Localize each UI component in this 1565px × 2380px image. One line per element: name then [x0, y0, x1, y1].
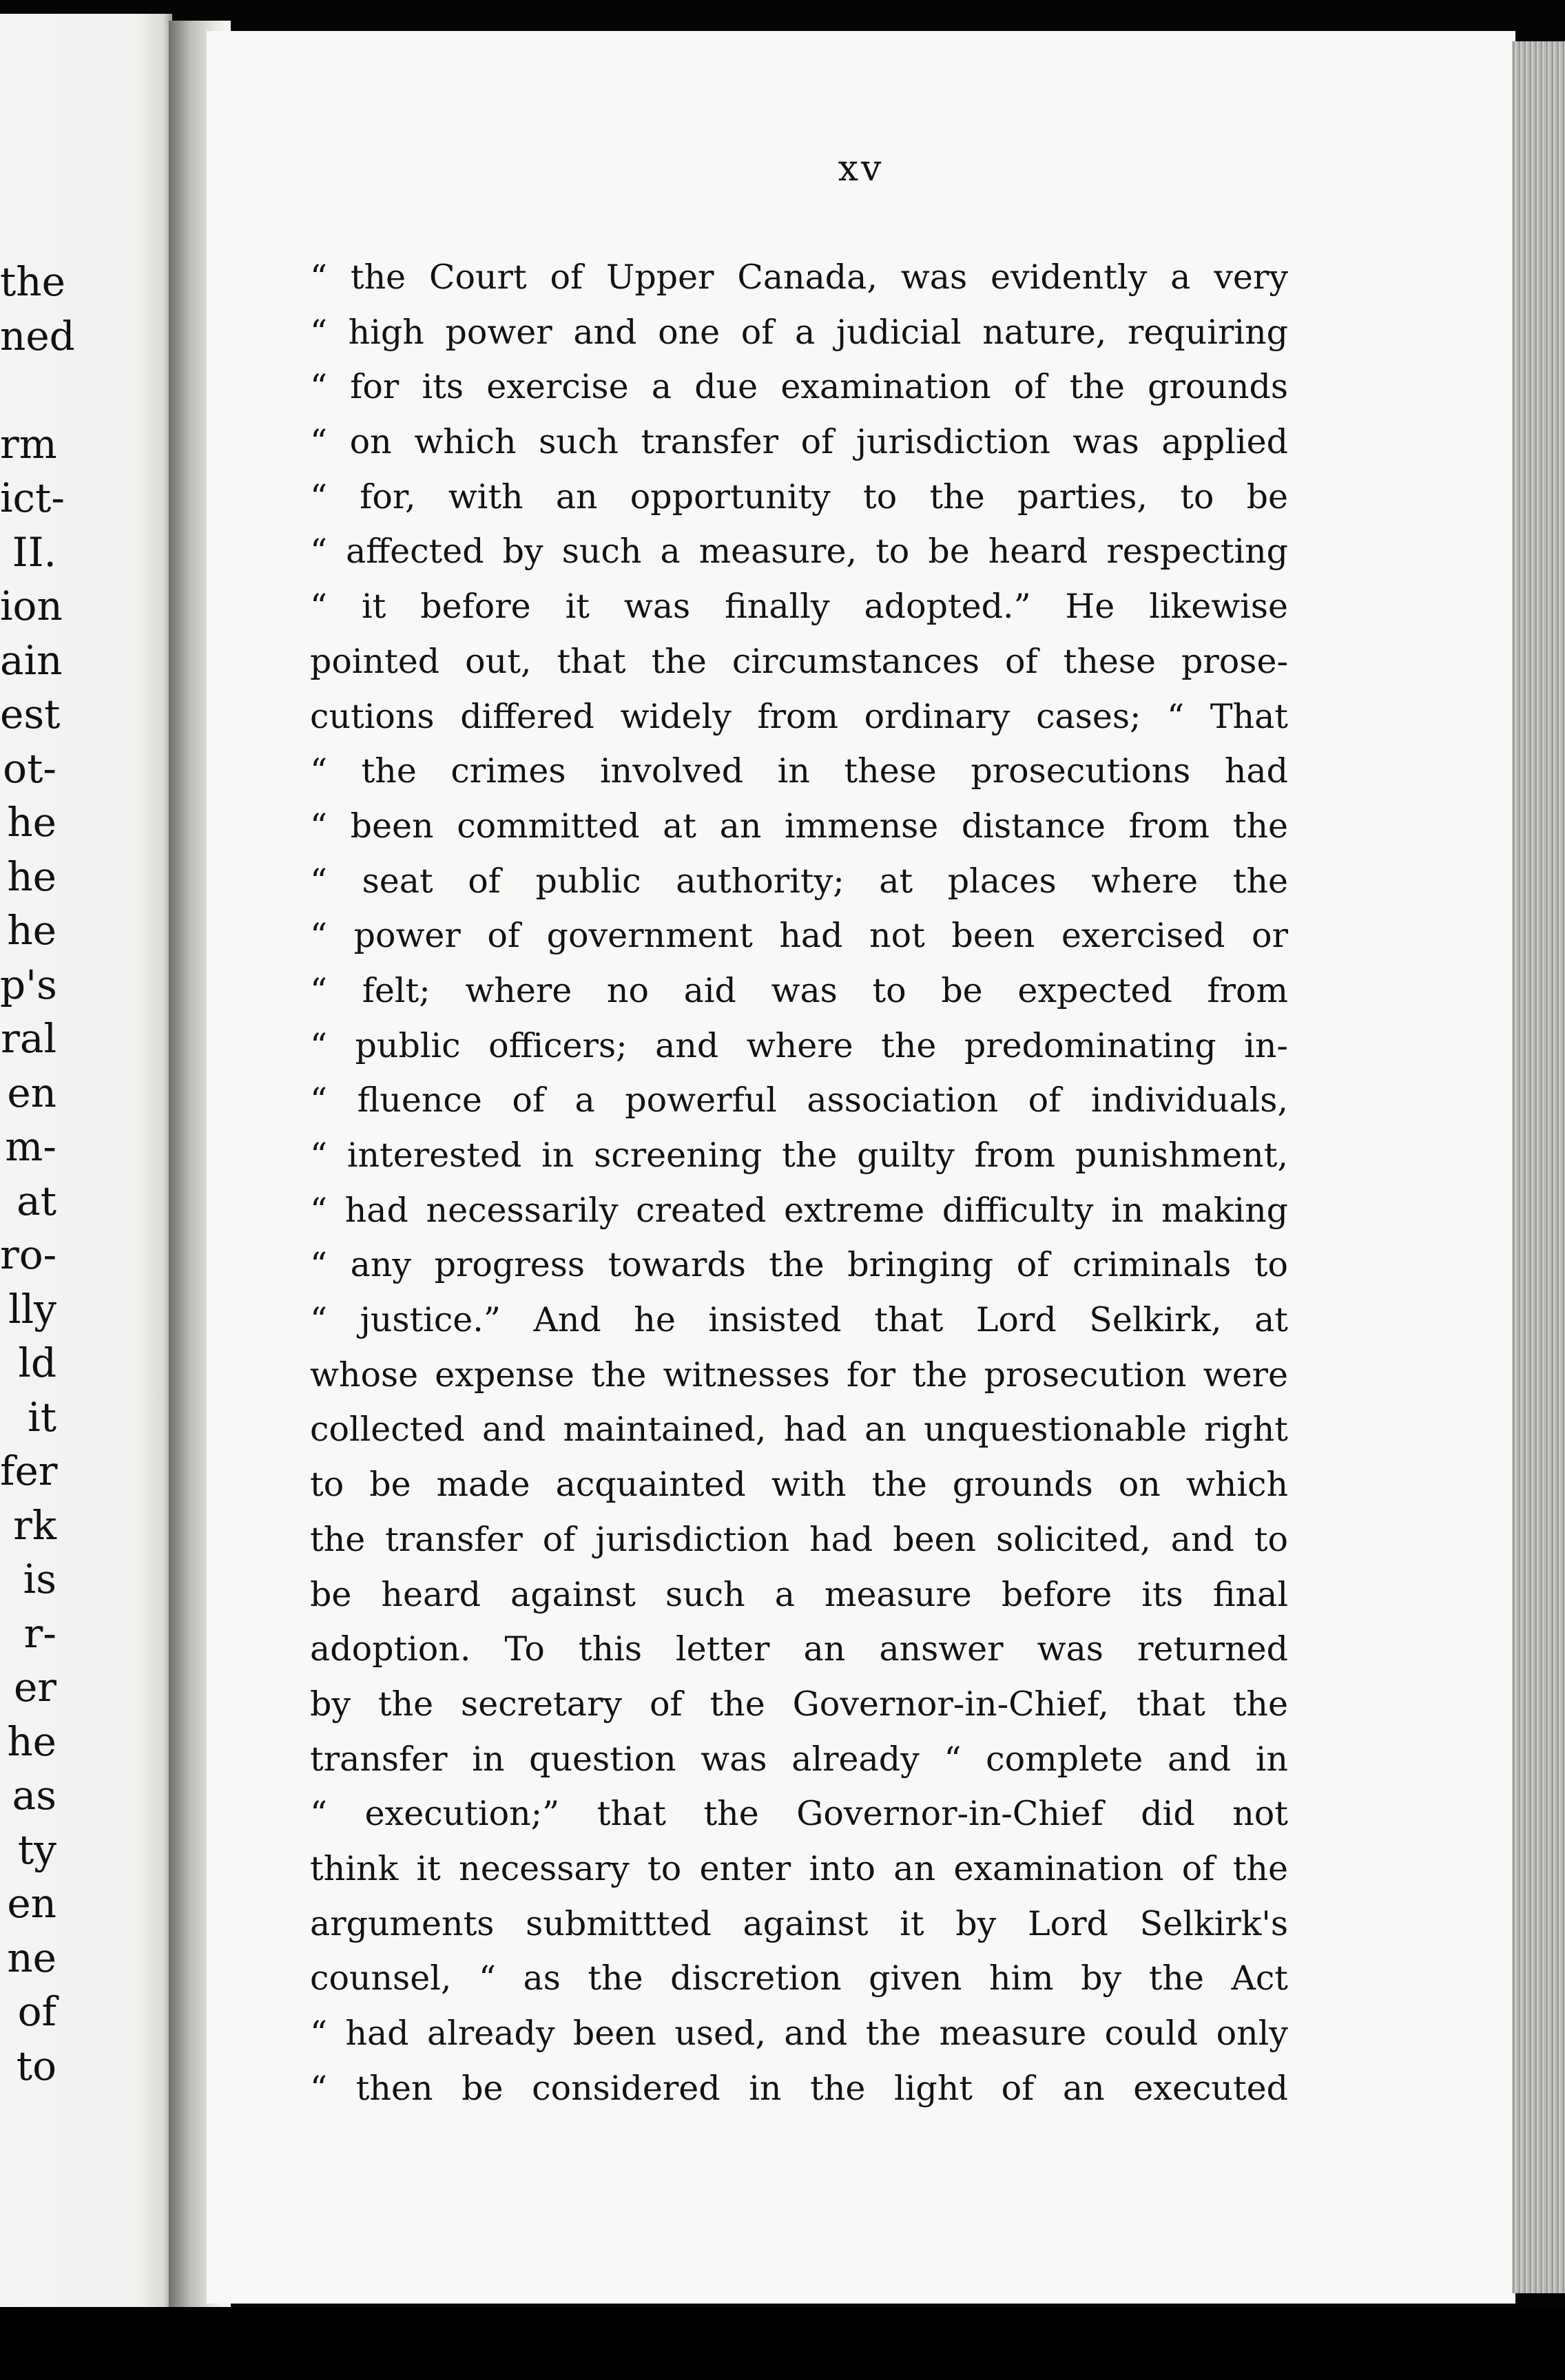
left-line: of	[17, 1988, 56, 2035]
left-line: ral	[1, 1015, 56, 1062]
text-line: “ felt; where no aid was to be expected from	[310, 970, 1288, 1010]
left-line: ro-	[0, 1231, 57, 1278]
left-line: ict-	[0, 474, 65, 521]
left-line: est	[0, 691, 61, 738]
left-line: en	[7, 1880, 56, 1927]
page-stack-edge	[1512, 41, 1565, 2293]
text-line: “ affected by such a measure, to be heard respecting	[310, 532, 1288, 572]
left-line: as	[12, 1772, 56, 1819]
left-line: m-	[5, 1123, 56, 1170]
left-line: at	[17, 1177, 56, 1224]
body-text	[310, 250, 1288, 2116]
left-line: he	[7, 907, 56, 954]
text-line: by the secretary of the Governor-in-Chief, that the	[310, 1684, 1288, 1724]
text-line: “ had already been used, and the measure could only	[310, 2014, 1288, 2053]
left-line: he	[7, 1718, 56, 1765]
left-line: en	[7, 1069, 56, 1116]
left-line: ld	[18, 1339, 56, 1386]
text-line: think it necessary to enter into an examination of the	[310, 1848, 1288, 1888]
scan-bottom-border	[0, 2307, 1565, 2380]
text-line: be heard against such a measure before its final	[310, 1574, 1288, 1614]
page-number: xv	[838, 148, 884, 189]
left-line: ty	[17, 1826, 56, 1873]
main-page	[207, 31, 1515, 2304]
text-line: “ been committed at an immense distance from the	[310, 806, 1288, 846]
left-line: rm	[0, 420, 57, 468]
text-line: “ seat of public authority; at places where the	[310, 861, 1288, 901]
text-line: “ any progress towards the bringing of criminals to	[310, 1245, 1288, 1285]
text-line: “ the Court of Upper Canada, was evidently a very	[310, 258, 1288, 297]
text-line: “ high power and one of a judicial nature, requiring	[310, 312, 1288, 352]
left-line: to	[16, 2042, 56, 2089]
left-line: he	[7, 853, 56, 900]
left-line: p's	[0, 961, 57, 1008]
text-line: “ interested in screening the guilty from punishment,	[310, 1136, 1288, 1175]
left-line	[0, 363, 172, 417]
text-line: “ fluence of a powerful association of individuals,	[310, 1081, 1288, 1120]
text-line: the transfer of jurisdiction had been solicited, and to	[310, 1519, 1288, 1559]
left-facing-page	[0, 14, 172, 2307]
text-line: “ for its exercise a due examination of the grounds	[310, 367, 1288, 407]
left-line: ion	[0, 583, 63, 629]
left-line: he	[7, 799, 56, 846]
left-line: the	[0, 258, 65, 305]
left-line: fer	[0, 1448, 58, 1494]
text-line: “ for, with an opportunity to the parties, to be	[310, 477, 1288, 516]
text-line: collected and maintained, had an unquestionable right	[310, 1410, 1288, 1450]
text-line: adoption. To this letter an answer was returned	[310, 1629, 1288, 1669]
text-line: to be made acquainted with the grounds on which	[310, 1465, 1288, 1505]
text-line: counsel, “ as the discretion given him by the Act	[310, 1959, 1288, 1998]
text-line: transfer in question was already “ complete and in	[310, 1739, 1288, 1779]
left-line: er	[13, 1664, 56, 1711]
text-line: whose expense the witnesses for the prosecution were	[310, 1355, 1288, 1395]
text-line: “ justice.” And he insisted that Lord Selkirk, at	[310, 1300, 1288, 1340]
left-line: II.	[12, 528, 56, 576]
text-line: arguments submittted against it by Lord Selkirk's	[310, 1903, 1288, 1943]
left-line: lly	[8, 1285, 56, 1333]
text-line: “ the crimes involved in these prosecutions had	[310, 751, 1288, 791]
text-line: pointed out, that the circumstances of these prose-	[310, 641, 1288, 681]
left-page-text	[0, 255, 172, 2093]
left-line: ne	[7, 1934, 56, 1981]
left-line: r-	[23, 1609, 56, 1657]
text-line: “ public officers; and where the predominating in-	[310, 1025, 1288, 1065]
text-line: “ it before it was finally adopted.” He likewise	[310, 587, 1288, 627]
left-line: rk	[13, 1501, 56, 1549]
left-line: ain	[0, 636, 63, 684]
left-line: ot-	[3, 744, 56, 792]
text-line: “ execution;” that the Governor-in-Chief did not	[310, 1794, 1288, 1834]
text-line: “ had necessarily created extreme difficulty in making	[310, 1190, 1288, 1230]
left-line: is	[23, 1556, 56, 1603]
text-line: cutions differed widely from ordinary cases; “ That	[310, 696, 1288, 736]
text-line: “ on which such transfer of jurisdiction was applied	[310, 422, 1288, 462]
left-line: it	[28, 1393, 56, 1441]
left-line: ned	[0, 312, 75, 359]
text-line: “ then be considered in the light of an executed	[310, 2068, 1288, 2108]
text-line: “ power of government had not been exercised or	[310, 916, 1288, 956]
